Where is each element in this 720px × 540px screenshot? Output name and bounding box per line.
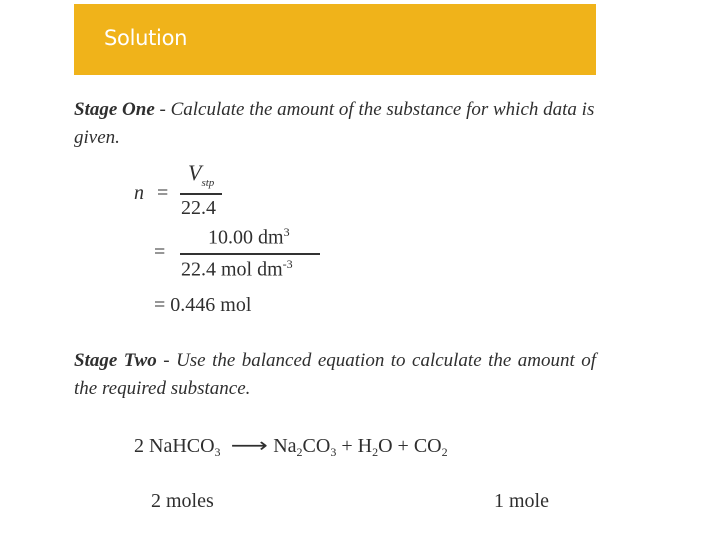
product1-b: CO [302, 435, 331, 457]
stage-two-separator: - [156, 350, 177, 371]
product1-sub2: 3 [330, 445, 337, 459]
numerator-v [188, 160, 215, 189]
denominator-2 [181, 257, 293, 282]
reaction-arrow-icon: ⟶ [230, 433, 268, 457]
stage-two-paragraph [74, 347, 596, 403]
solution-title: Solution [104, 26, 188, 50]
product2-b: O [378, 435, 393, 457]
n-symbol-row [134, 182, 168, 205]
v-symbol: V [188, 160, 202, 185]
moles-left: 2 moles [151, 490, 214, 512]
fraction-bar-2 [180, 253, 320, 255]
denominator-1: 22.4 [181, 197, 216, 219]
stage-one-text: Calculate the amount of the substance for which data is given. [74, 99, 595, 148]
product3: CO [413, 435, 442, 457]
product2-sub: 2 [372, 445, 379, 459]
stage-two-label: Stage Two [74, 350, 157, 371]
numerator-2-sup: 3 [283, 225, 290, 239]
stage-one-label: Stage One [74, 99, 155, 120]
balanced-equation [134, 433, 448, 458]
denominator-2-sup: -3 [282, 257, 293, 271]
reactant-sub: 3 [214, 445, 221, 459]
n-symbol: n [134, 182, 144, 204]
fraction-bar-1 [180, 193, 222, 195]
equals-sign-2: = [154, 241, 166, 263]
fraction-volume [180, 225, 320, 287]
plus-1: + [336, 435, 358, 457]
stage-two-text: Use the balanced equation to calculate the amount of the required substance. [74, 350, 597, 399]
v-subscript: stp [201, 177, 215, 189]
product3-sub: 2 [441, 445, 448, 459]
equals-sign-1: = [157, 182, 169, 204]
plus-2: + [392, 435, 414, 457]
product1-a: Na [273, 435, 297, 457]
numerator-2 [208, 225, 290, 250]
stage-one-paragraph [74, 96, 596, 152]
product1-sub1: 2 [296, 445, 303, 459]
reactant: 2 NaHCO [134, 435, 215, 457]
numerator-2-text: 10.00 dm [208, 226, 284, 249]
denominator-2-text: 22.4 mol dm [181, 258, 283, 281]
stage-one-separator: - [154, 99, 171, 120]
fraction-v-over-22 [180, 160, 222, 220]
moles-right: 1 mole [494, 490, 549, 512]
solution-banner [74, 4, 596, 75]
product2-a: H [357, 435, 373, 457]
result-line: = 0.446 mol [154, 294, 252, 316]
